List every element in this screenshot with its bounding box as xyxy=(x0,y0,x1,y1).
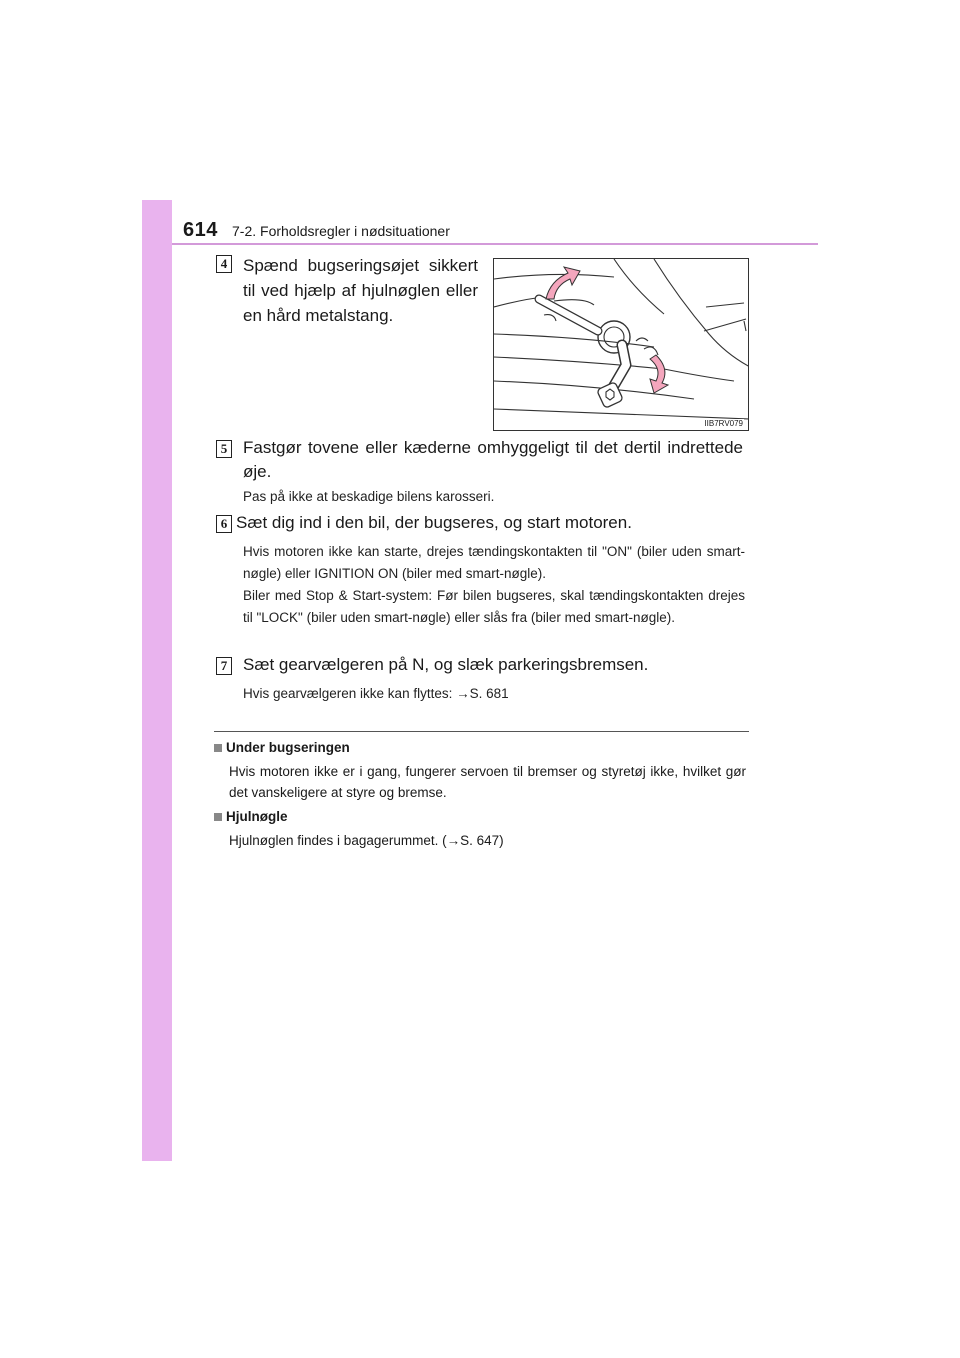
step-6-text: Sæt dig ind i den bil, der bugseres, og start motoren. xyxy=(236,513,632,532)
step-number-6: 6 xyxy=(216,515,232,533)
step-7-text: Sæt gearvælgeren på N, og slæk parkeringsbremsen. xyxy=(243,655,649,674)
step-7-note: Hvis gearvælgeren ikke kan flyttes: →S. 681 xyxy=(243,686,509,701)
tow-eye-illustration xyxy=(493,258,749,431)
header-divider xyxy=(172,243,818,245)
wheel-wrench-tightening-illustration xyxy=(494,259,749,431)
step-5-note: Pas på ikke at beskadige bilens karosseri. xyxy=(243,489,495,504)
step-5-text: Fastgør tovene eller kæderne omhyggeligt til det dertil indrettede øje. xyxy=(243,438,743,481)
bullet-square-icon xyxy=(214,813,222,821)
step-number-4: 4 xyxy=(216,255,232,273)
section-title: 7-2. Forholdsregler i nødsituationer xyxy=(232,223,450,239)
step-number-5: 5 xyxy=(216,440,232,458)
figure-code: IIB7RV079 xyxy=(704,419,743,428)
info-heading-wheel-wrench: Hjulnøgle xyxy=(226,809,288,824)
info-heading-towing: Under bugseringen xyxy=(226,740,350,755)
step-number-7: 7 xyxy=(216,657,232,675)
info-body-towing: Hvis motoren ikke er i gang, fungerer servoen til bremser og styretøj ikke, hvilket gør det vanskeligere at styre og bremse. xyxy=(229,764,746,800)
step-4-text: Spænd bugseringsøjet sikkert til ved hjælp af hjulnøglen eller en hård metalstang. xyxy=(243,256,478,325)
step-6-note-1: Hvis motoren ikke kan starte, drejes tændingskontakten til "ON" (biler uden smart-nøgle) eller IGNITION ON (biler med smart-nøgle). xyxy=(243,544,745,581)
bullet-square-icon xyxy=(214,744,222,752)
chapter-side-tab xyxy=(142,200,172,1161)
info-body-wheel-wrench: Hjulnøglen findes i bagagerummet. (→S. 647) xyxy=(229,833,504,848)
section-divider xyxy=(214,731,749,732)
step-6-note-2: Biler med Stop & Start-system: Før bilen bugseres, skal tændingskontakten drejes til "LOCK" (biler uden smart-nøgle) eller slås fra (biler med smart-nøgle). xyxy=(243,588,745,625)
page-number: 614 xyxy=(183,219,218,241)
